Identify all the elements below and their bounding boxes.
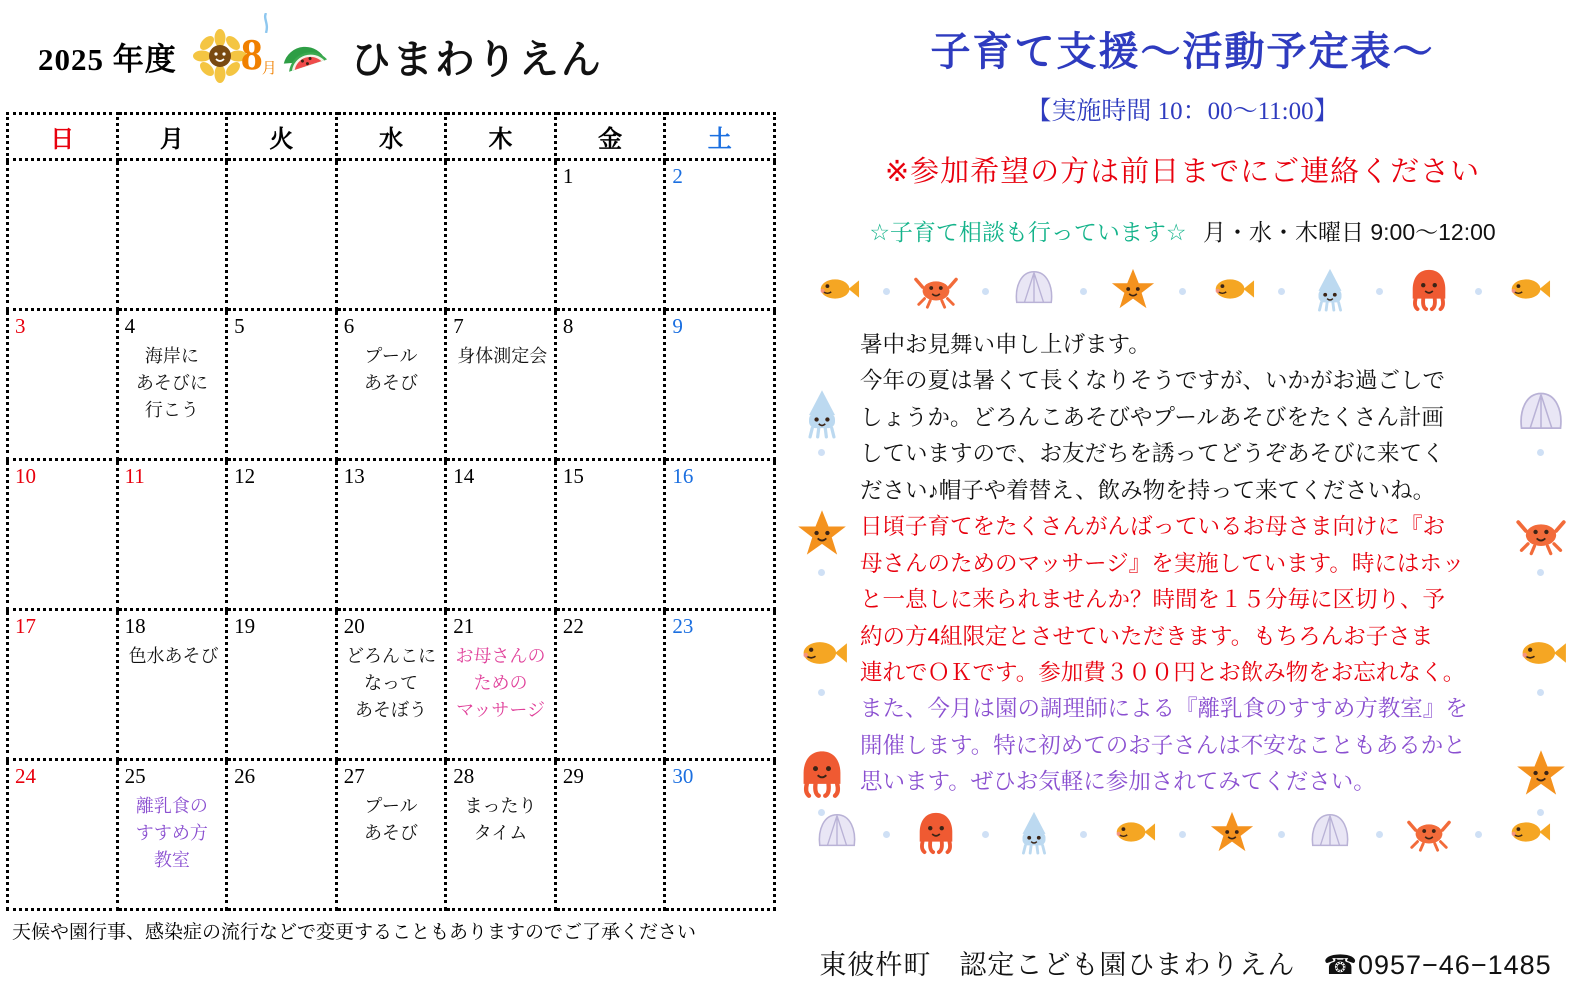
calendar-day-16[interactable] [665, 460, 775, 610]
calendar-day-10[interactable] [8, 460, 118, 610]
day-event-text: お母さんの ための マッサージ [455, 646, 546, 720]
calendar-year-label: 2025 年度 [38, 41, 177, 77]
weekday-header-fri: 金 [555, 114, 665, 160]
watermelon-icon [281, 32, 329, 80]
newsletter-paragraph: 母さんのためのマッサージ』を実施しています。時にはホッ [860, 550, 1465, 576]
day-number: 2 [672, 164, 683, 188]
decor-dot [1537, 569, 1544, 576]
day-number: 27 [343, 764, 365, 788]
newsletter-time-note: 【実施時間 10：00〜11:00】 [1026, 98, 1339, 125]
sunflower-icon [193, 29, 247, 83]
calendar-day-9[interactable] [665, 310, 775, 460]
shell-icon [814, 809, 860, 860]
starfish-icon [796, 507, 848, 564]
starfish-icon [1515, 747, 1567, 804]
newsletter-paragraph: 暑中お見舞い申し上げます。 [860, 332, 1151, 357]
calendar-day-7[interactable] [446, 310, 556, 460]
day-number: 16 [672, 464, 694, 488]
calendar-weekday-row [8, 114, 775, 160]
newsletter-footer: 東彼杵町 認定こども園ひまわりえん ☎0957−46−1485 [819, 950, 1552, 980]
calendar-week-row [8, 760, 775, 910]
day-number: 15 [562, 464, 584, 488]
day-number: 7 [453, 314, 464, 338]
consult-right-text: 月・水・木曜日 9:00〜12:00 [1202, 219, 1496, 245]
fish-icon [1505, 809, 1551, 860]
day-number: 21 [453, 614, 475, 638]
fish-icon [814, 266, 860, 317]
calendar-day-30[interactable] [665, 760, 775, 910]
octopus-icon [913, 809, 959, 860]
calendar-week-row [8, 310, 775, 460]
calendar-day-17[interactable] [8, 610, 118, 760]
newsletter-paragraph: また、今月は園の調理師による『離乳食のすすめ方教室』を [860, 696, 1468, 722]
decor-dot [1080, 288, 1087, 295]
calendar-day-12[interactable] [227, 460, 337, 610]
calendar-day-20[interactable] [336, 610, 446, 760]
day-number: 6 [343, 314, 355, 338]
decor-dot [1179, 288, 1186, 295]
day-event-text: プール あそび [363, 346, 418, 393]
fish-icon [796, 627, 848, 684]
newsletter-paragraph: 開催します。特に初めてのお子さんは不安なこともあるかと [860, 732, 1466, 758]
calendar-day-1[interactable] [555, 160, 665, 310]
side-icons-right [1515, 327, 1573, 801]
decor-dot [818, 809, 825, 816]
squid-icon [1307, 266, 1353, 317]
starfish-icon [1110, 266, 1156, 317]
calendar-day-14[interactable] [446, 460, 556, 610]
day-number: 30 [672, 764, 694, 788]
calendar-table [6, 112, 776, 911]
calendar-day-26[interactable] [227, 760, 337, 910]
calendar-week-row [8, 160, 775, 310]
calendar-day-8[interactable] [555, 310, 665, 460]
newsletter-paragraph: 約の方4組限定とさせていただきます。もちろんお子さま [860, 623, 1434, 649]
calendar-month-badge [240, 29, 277, 82]
calendar-day-6[interactable] [336, 310, 446, 460]
decor-dot [1537, 809, 1544, 816]
decor-dot [1278, 288, 1285, 295]
decor-dot [883, 288, 890, 295]
calendar-day-28[interactable] [446, 760, 556, 910]
day-event-text: どろんこに なって あそぼう [345, 646, 436, 720]
weekday-header-mon: 月 [117, 114, 227, 160]
calendar-day-19[interactable] [227, 610, 337, 760]
fish-icon [1110, 809, 1156, 860]
calendar-day-25[interactable] [117, 760, 227, 910]
starfish-icon [1209, 809, 1255, 860]
calendar-school-name: ひまわりえん [350, 37, 603, 82]
newsletter-warning: ※参加希望の方は前日までにご連絡ください [884, 156, 1481, 188]
newsletter-paragraph: 日頃子育てをたくさんがんばっているお母さま向けに『お [860, 514, 1446, 540]
calendar-day-5[interactable] [227, 310, 337, 460]
decor-dot [883, 831, 890, 838]
sea-icon-row-bottom [800, 807, 1565, 863]
decor-dot [1537, 449, 1544, 456]
newsletter-paragraph: しょうか。どろんこあそびやプールあそびをたくさん計画 [860, 404, 1444, 430]
day-number: 10 [15, 464, 36, 488]
day-number: 26 [234, 764, 256, 788]
day-number: 24 [15, 764, 36, 788]
calendar-panel [0, 0, 790, 1000]
newsletter-title: 子育て支援〜活動予定表〜 [930, 29, 1435, 74]
shell-icon [1515, 387, 1567, 444]
decor-dot [982, 288, 989, 295]
decor-dot [1278, 831, 1285, 838]
calendar-day-empty[interactable] [446, 160, 556, 310]
day-event-text: 身体測定会 [457, 346, 548, 366]
newsletter-paragraph: 思います。ぜひお気軽に参加されてみてください。 [860, 769, 1376, 795]
decor-dot [1475, 288, 1482, 295]
calendar-day-11[interactable] [117, 460, 227, 610]
newsletter-body-wrap [800, 327, 1565, 801]
decor-dot [818, 689, 825, 696]
day-number: 5 [234, 314, 245, 338]
decor-dot [982, 831, 989, 838]
decor-dot [1376, 831, 1383, 838]
calendar-day-empty[interactable] [336, 160, 446, 310]
calendar-day-13[interactable] [336, 460, 446, 610]
day-number: 20 [343, 614, 365, 638]
consult-left-text: ☆子育て相談も行っています☆ [869, 219, 1187, 245]
day-number: 12 [234, 464, 256, 488]
shell-icon [1011, 266, 1057, 317]
crab-icon [913, 266, 959, 317]
day-event-text: 色水あそび [128, 646, 219, 666]
calendar-week-row [8, 460, 775, 610]
decor-dot [1179, 831, 1186, 838]
calendar-header [0, 0, 790, 112]
newsletter-paragraph: と一息しに来られませんか？時間を１５分毎に区切り、予 [860, 587, 1446, 613]
day-number: 8 [562, 314, 574, 338]
calendar-note: 天候や園行事、感染症の流行などで変更することもありますのでご了承ください [12, 922, 697, 943]
day-number: 28 [453, 764, 475, 788]
decor-dot [1080, 831, 1087, 838]
day-number: 29 [562, 764, 584, 788]
day-event-text: まったり タイム [464, 796, 537, 843]
crab-icon [1515, 507, 1567, 564]
newsletter-paragraph: 今年の夏は暑くて長くなりそうですが、いかがお過ごしで [860, 368, 1446, 394]
newsletter-consult-line [800, 214, 1565, 247]
calendar-body [8, 160, 775, 910]
weekday-header-sun: 日 [8, 114, 118, 160]
octopus-icon [1406, 266, 1452, 317]
weekday-header-wed: 水 [336, 114, 446, 160]
day-number: 9 [672, 314, 683, 338]
day-number: 4 [124, 314, 136, 338]
calendar-day-29[interactable] [555, 760, 665, 910]
shell-icon [1307, 809, 1353, 860]
side-icons-left [796, 327, 854, 801]
calendar-day-empty[interactable] [8, 160, 118, 310]
calendar-day-23[interactable] [665, 610, 775, 760]
calendar-day-3[interactable] [8, 310, 118, 460]
fish-icon [1515, 627, 1567, 684]
squid-icon [1011, 809, 1057, 860]
newsletter-body-text [860, 327, 1551, 801]
calendar-day-22[interactable] [555, 610, 665, 760]
calendar-day-4[interactable] [117, 310, 227, 460]
weekday-header-sat: 土 [665, 114, 775, 160]
day-number: 1 [562, 164, 574, 188]
calendar-day-18[interactable] [117, 610, 227, 760]
decor-dot [1475, 831, 1482, 838]
day-number: 19 [234, 614, 256, 638]
calendar-day-27[interactable] [336, 760, 446, 910]
day-number: 11 [124, 464, 145, 488]
day-number: 23 [672, 614, 694, 638]
calendar-day-empty[interactable] [117, 160, 227, 310]
newsletter-panel [790, 0, 1581, 1000]
fish-icon [1209, 266, 1255, 317]
octopus-icon [796, 747, 848, 804]
day-event-text: プール あそび [363, 796, 418, 843]
crab-icon [1406, 809, 1452, 860]
day-event-text: 離乳食の すすめ方 教室 [135, 796, 208, 870]
day-number: 22 [562, 614, 584, 638]
day-number: 13 [343, 464, 365, 488]
calendar-day-15[interactable] [555, 460, 665, 610]
decor-dot [1537, 689, 1544, 696]
calendar-day-24[interactable] [8, 760, 118, 910]
day-event-text: 海岸に あそびに 行こう [135, 346, 208, 420]
day-number: 18 [124, 614, 146, 638]
day-number: 17 [15, 614, 36, 638]
fish-icon [1505, 266, 1551, 317]
decor-dot [818, 569, 825, 576]
calendar-month-unit: 月 [261, 59, 277, 77]
calendar-week-row [8, 610, 775, 760]
sea-icon-row-top [800, 263, 1565, 319]
newsletter-paragraph: していますので、お友だちを誘ってどうぞあそびに来てく [860, 441, 1445, 467]
newsletter-paragraph: 連れでＯＫです。参加費３００円とお飲み物をお忘れなく。 [860, 659, 1466, 685]
decor-dot [1376, 288, 1383, 295]
decor-dot [818, 449, 825, 456]
weekday-header-thu: 木 [446, 114, 556, 160]
squid-icon [796, 387, 848, 444]
day-number: 25 [124, 764, 146, 788]
calendar-day-2[interactable] [665, 160, 775, 310]
calendar-day-empty[interactable] [227, 160, 337, 310]
day-number: 3 [15, 314, 26, 338]
weekday-header-tue: 火 [227, 114, 337, 160]
newsletter-paragraph: ださい♪帽子や着替え、飲み物を持って来てくださいね。 [860, 477, 1436, 503]
calendar-month-number: 8 [240, 29, 263, 79]
calendar-day-21[interactable] [446, 610, 556, 760]
day-number: 14 [453, 464, 475, 488]
